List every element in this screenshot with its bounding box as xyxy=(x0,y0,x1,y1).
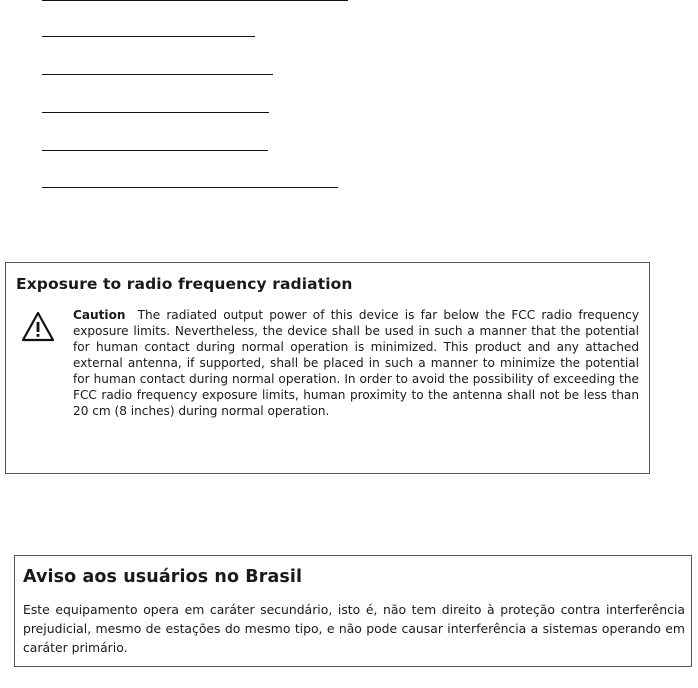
warning-triangle-icon xyxy=(21,311,55,343)
link-underline-1 xyxy=(42,0,348,1)
brazil-notice-box xyxy=(14,555,692,667)
brazil-notice-body: Este equipamento opera em caráter secundário, isto é, não tem direito à proteção contra interferência prejudicial, mesmo de estações do mesmo tipo, e não pode causar interferência a sistemas operando em caráter primário. xyxy=(23,602,685,655)
rf-exposure-title: Exposure to radio frequency radiation xyxy=(16,275,353,293)
link-underline-6 xyxy=(42,187,338,188)
brazil-notice-title: Aviso aos usuários no Brasil xyxy=(23,567,303,587)
link-underline-2 xyxy=(42,36,255,37)
caution-label: Caution xyxy=(73,308,126,322)
link-underline-3 xyxy=(42,74,273,75)
link-underline-5 xyxy=(42,150,268,151)
link-underline-4 xyxy=(42,112,269,113)
caution-paragraph xyxy=(73,307,639,419)
rf-exposure-box xyxy=(5,262,650,474)
caution-body: The radiated output power of this device is far below the FCC radio frequency exposure limits. Nevertheless, the device shall be used in such a manner that the potential for human contact during normal operation is minimized. This product and any attached external antenna, if supported, shall be placed in such a manner to minimize the potential for human contact during normal operation. In order to avoid the possibility of exceeding the FCC radio frequency exposure limits, human proximity to the antenna shall not be less than 20 cm (8 inches) during normal operation. xyxy=(73,308,639,418)
